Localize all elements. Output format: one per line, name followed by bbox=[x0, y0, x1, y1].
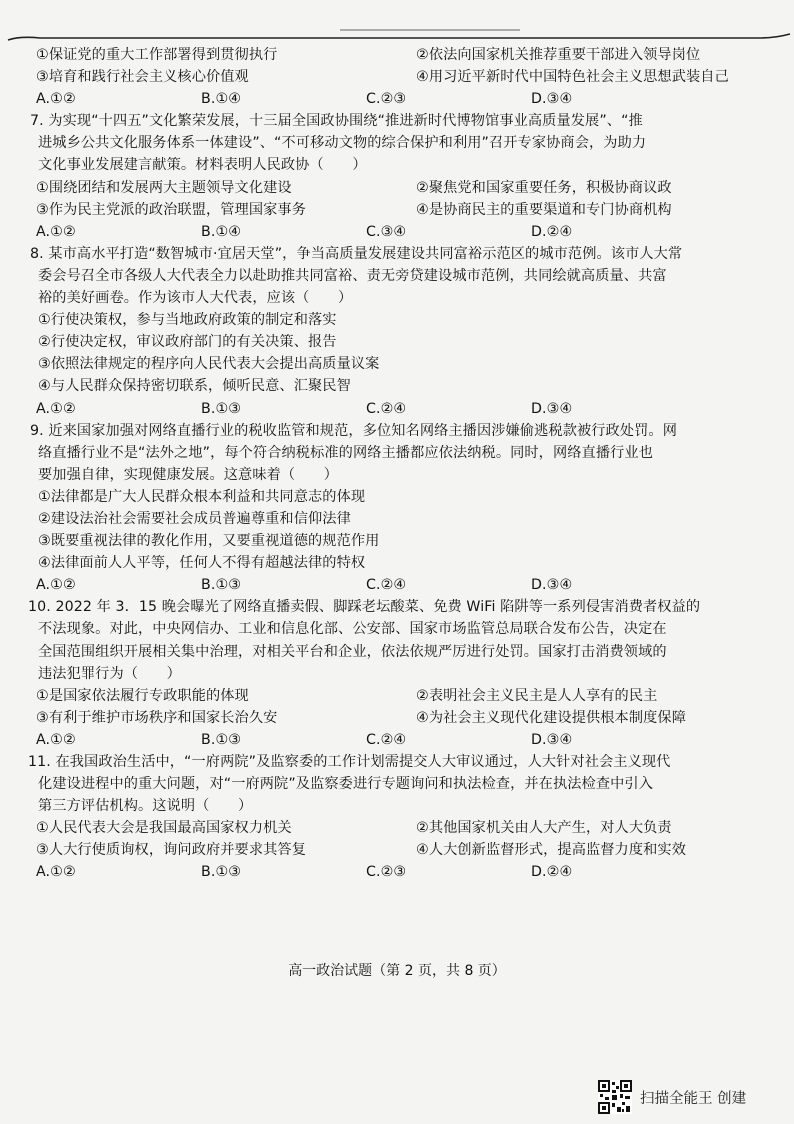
q10-option-b: B.①③ bbox=[201, 731, 242, 748]
q9-option-c: C.②④ bbox=[366, 577, 407, 594]
q10-options bbox=[28, 729, 778, 751]
q8-item-4: ④与人民群众保持密切联系，倾听民意、汇聚民智 bbox=[38, 378, 351, 395]
q9-item-2: ②建设法治社会需要社会成员普遍尊重和信仰法律 bbox=[38, 510, 351, 527]
q11-item-1: ①人民代表大会是我国最高国家权力机关 bbox=[36, 820, 292, 837]
q10-option-d: D.③④ bbox=[531, 731, 573, 748]
q9-stem-line3: 要加强自律，实现健康发展。这意味着（ ） bbox=[38, 466, 339, 483]
question-content bbox=[28, 44, 778, 884]
q11-option-b: B.①③ bbox=[201, 864, 242, 881]
q8-options bbox=[28, 398, 778, 420]
q6-options bbox=[28, 88, 778, 110]
q8-stem-line1: 8. 某市高水平打造“数智城市·宜居天堂”，争当高质量发展建设共同富裕示范区的城市范例。该市人大常 bbox=[30, 245, 683, 262]
q11-item-4: ④人大创新监督形式，提高监督力度和实效 bbox=[416, 842, 686, 859]
q9-options bbox=[28, 574, 778, 596]
q6-option-d: D.③④ bbox=[531, 91, 573, 108]
q8-option-d: D.③④ bbox=[531, 400, 573, 417]
q7-item-2: ②聚焦党和国家重要任务，积极协商议政 bbox=[416, 179, 672, 196]
q10-item-4: ④为社会主义现代化建设提供根本制度保障 bbox=[416, 709, 686, 726]
q8-option-c: C.②④ bbox=[366, 400, 407, 417]
q6-option-b: B.①④ bbox=[201, 91, 242, 108]
q7-option-b: B.①④ bbox=[201, 223, 242, 240]
q7-item-4: ④是协商民主的重要渠道和专门协商机构 bbox=[416, 201, 672, 218]
q11-items-row2 bbox=[28, 839, 778, 861]
q8-item-1: ①行使决策权，参与当地政府政策的制定和落实 bbox=[38, 312, 337, 329]
q11-option-a: A.①② bbox=[36, 864, 76, 881]
q9-item-1: ①法律都是广大人民群众根本利益和共同意志的体现 bbox=[38, 488, 366, 505]
q10-items-row2 bbox=[28, 707, 778, 729]
q6-items-row1 bbox=[28, 44, 778, 66]
q7-options bbox=[28, 221, 778, 243]
q7-option-a: A.①② bbox=[36, 223, 76, 240]
q11-stem-line2: 化建设进程中的重大问题，对“一府两院”及监察委进行专题询问和执法检查，并在执法检查中引入 bbox=[38, 776, 653, 793]
q10-option-c: C.②④ bbox=[366, 731, 407, 748]
q8-item-3: ③依照法律规定的程序向人民代表大会提出高质量议案 bbox=[38, 356, 380, 373]
q7-stem-line2: 进城乡公共文化服务体系一体建设”、“不可移动文物的综合保护和利用”召开专家协商会，为助力 bbox=[38, 135, 647, 152]
q7-item-1: ①围绕团结和发展两大主题领导文化建设 bbox=[36, 179, 292, 196]
q8-option-b: B.①③ bbox=[201, 400, 242, 417]
q10-items-row1 bbox=[28, 685, 778, 707]
q7-items-row2 bbox=[28, 199, 778, 221]
scanner-label: 扫描全能王 创建 bbox=[640, 1090, 747, 1107]
q6-item-1: ①保证党的重大工作部署得到贯彻执行 bbox=[36, 47, 278, 63]
page-footer: 高一政治试题（第 2 页，共 8 页） bbox=[288, 963, 506, 979]
q10-stem-line2: 不法现象。对此，中央网信办、工业和信息化部、公安部、国家市场监管总局联合发布公告，决定在 bbox=[38, 621, 667, 638]
q11-item-2: ②其他国家机关由人大产生，对人大负责 bbox=[416, 820, 672, 837]
q10-option-a: A.①② bbox=[36, 731, 76, 748]
q8-item-2: ②行使决定权，审议政府部门的有关决策、报告 bbox=[38, 334, 337, 351]
q8-stem-line2: 委会号召全市各级人大代表全力以赴助推共同富裕、责无旁贷建设城市范例，共同绘就高质量、共富 bbox=[38, 267, 667, 284]
q6-option-a: A.①② bbox=[36, 91, 76, 108]
q10-stem-line4: 违法犯罪行为（ ） bbox=[38, 665, 181, 682]
q6-item-4: ④用习近平新时代中国特色社会主义思想武装自己 bbox=[416, 69, 729, 86]
q10-item-1: ①是国家依法履行专政职能的体现 bbox=[36, 687, 249, 704]
q9-stem-line2: 络直播行业不是“法外之地”，每个符合纳税标准的网络主播都应依法纳税。同时，网络直播行业也 bbox=[38, 444, 653, 461]
q7-option-c: C.③④ bbox=[366, 223, 407, 240]
q10-item-2: ②表明社会主义民主是人人享有的民主 bbox=[416, 687, 658, 704]
q9-option-a: A.①② bbox=[36, 577, 76, 594]
q6-option-c: C.②③ bbox=[366, 91, 407, 108]
q7-item-3: ③作为民主党派的政治联盟，管理国家事务 bbox=[36, 201, 306, 218]
q9-stem-line1: 9. 近来国家加强对网络直播行业的税收监管和规范，多位知名网络主播因涉嫌偷逃税款被行政处罚。网 bbox=[30, 422, 677, 439]
q10-stem-line3: 全国范围组织开展相关集中治理，对相关平台和企业，依法依规严厉进行处罚。国家打击消费领域的 bbox=[38, 643, 667, 660]
q9-option-d: D.③④ bbox=[531, 577, 573, 594]
q11-items-row1 bbox=[28, 817, 778, 839]
q8-stem-line3: 裕的美好画卷。作为该市人大代表，应该（ ） bbox=[38, 290, 353, 307]
q9-item-3: ③既要重视法律的教化作用，又要重视道德的规范作用 bbox=[38, 533, 380, 550]
qr-code-icon bbox=[598, 1080, 632, 1114]
q10-stem-line1: 10. 2022 年 3．15 晚会曝光了网络直播卖假、脚踩老坛酸菜、免费 WiFi 陷阱等一系列侵害消费者权益的 bbox=[28, 599, 701, 616]
q8-option-a: A.①② bbox=[36, 400, 76, 417]
q11-stem-line3: 第三方评估机构。这说明（ ） bbox=[38, 798, 253, 815]
q7-stem-line1: 7. 为实现“十四五”文化繁荣发展，十三届全国政协围绕“推进新时代博物馆事业高质量发展”、“推 bbox=[30, 113, 643, 130]
scanner-watermark bbox=[598, 1080, 746, 1114]
q9-item-4: ④法律面前人人平等，任何人不得有超越法律的特权 bbox=[38, 555, 366, 572]
q11-stem-line1: 11. 在我国政治生活中，“一府两院”及监察委的工作计划需提交人大审议通过，人大针对社会主义现代 bbox=[28, 754, 671, 770]
q6-item-3: ③培育和践行社会主义核心价值观 bbox=[36, 69, 249, 86]
q7-option-d: D.②④ bbox=[531, 223, 573, 240]
q7-items-row1 bbox=[28, 177, 778, 199]
q11-option-c: C.②③ bbox=[366, 864, 407, 881]
q11-option-d: D.②④ bbox=[531, 864, 573, 881]
q11-item-3: ③人大行使质询权，询问政府并要求其答复 bbox=[36, 842, 306, 859]
q10-item-3: ③有利于维护市场秩序和国家长治久安 bbox=[36, 709, 278, 726]
q7-stem-line3: 文化事业发展建言献策。材料表明人民政协（ ） bbox=[38, 157, 367, 174]
q9-option-b: B.①③ bbox=[201, 577, 242, 594]
q6-item-2: ②依法向国家机关推荐重要干部进入领导岗位 bbox=[416, 47, 701, 63]
q11-options bbox=[28, 861, 778, 883]
q6-items-row2 bbox=[28, 66, 778, 88]
